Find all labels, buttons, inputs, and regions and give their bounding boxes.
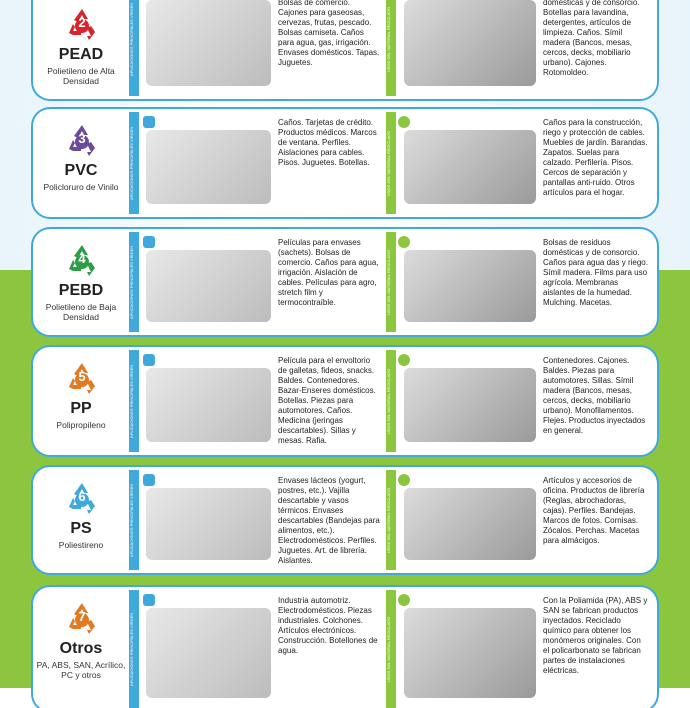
plastic-row-pvc <box>36 112 654 214</box>
recycled-icon <box>398 594 410 606</box>
resin-fullname: PA, ABS, SAN, Acrílico, PC y otros <box>36 660 126 680</box>
virgin-uses-text: Caños. Tarjetas de crédito. Productos médicos. Marcos de ventana. Perfiles. Aislaciones para cables. Pisos. Juguetes. Botellas. <box>278 118 377 167</box>
factory-icon <box>143 116 155 128</box>
recycled-products-photo <box>404 0 536 86</box>
virgin-tab: APLICACIONES PRINCIPALES VIRGEN <box>129 350 139 452</box>
resin-code <box>36 232 126 332</box>
recycle-icon <box>64 122 100 158</box>
resin-number: 5 <box>78 369 86 384</box>
recycled-uses-text: Bolsas de residuos domésticas y de consorcio. Caños para agua das y riego. Símil madera. Films para uso agrícola. Membranas aislantes de la humedad. Mulching. Macetas. <box>543 238 648 307</box>
resin-number: 4 <box>78 251 86 266</box>
virgin-products-photo <box>146 250 271 322</box>
factory-icon <box>143 354 155 366</box>
resin-fullname: Poliestireno <box>58 540 104 550</box>
resin-number: 3 <box>78 131 86 146</box>
resin-fullname: Polipropileno <box>56 420 106 430</box>
recycled-uses-text: domésticas y de consorcio. Botellas para lavandina, detergentes, artículos de limpieza. Caños. Símil madera (Bancos, mesas, cercos, decks, mobiliario urbano). Cajones. Rotomoldeo. <box>543 0 640 77</box>
virgin-uses-text: Película para el envoltorio de galletas, fideos, snacks. Baldes. Contenedores. Bazar-Enseres domésticos. Botellas. Piezas para automotores. Caños. Medicina (jeringas descartables). Sillas y mesas. Rafia. <box>278 356 376 445</box>
recycled-uses-text: Con la Poliamida (PA), ABS y SAN se fabrican productos inyectados. Reciclado químico para obtener los monómeros originales. Con el policarbonato se fabrican partes de instalaciones eléctricas. <box>543 596 648 675</box>
virgin-uses-text: Industria automotriz. Electrodomésticos. Piezas industriales. Colchones. Artículos electrónicos. Construcción. Botellones de agua. <box>278 596 378 655</box>
virgin-uses-text: Envases lácteos (yogurt, postres, etc.). Vajilla descartable y vasos térmicos. Envases descartables (Bandejas para alimentos, etc.). Electrodomésticos. Perfiles. Juguetes. Art. de librería. Aislantes. <box>278 476 380 565</box>
recycled-icon <box>398 354 410 366</box>
factory-icon <box>143 236 155 248</box>
plastic-row-ps <box>36 470 654 570</box>
virgin-uses-text: Películas para envases (sachets). Bolsas de comercio. Caños para agua, irrigación. Aislación de cables. Películas para agro, stretch film y termocontraíble. <box>278 238 379 307</box>
recycled-tab: USOS DEL MATERIAL RECICLADO <box>386 232 396 332</box>
resin-number: 7 <box>78 609 86 624</box>
recycled-tab: USOS DEL MATERIAL RECICLADO <box>386 0 396 96</box>
plastic-row-pebd <box>36 232 654 332</box>
virgin-products-photo <box>146 368 271 442</box>
resin-abbr: PP <box>70 400 92 417</box>
plastic-row-otros <box>36 590 654 708</box>
resin-fullname: Polietileno de Baja Densidad <box>45 302 117 322</box>
factory-icon <box>143 474 155 486</box>
virgin-tab: APLICACIONES PRINCIPALES VIRGEN <box>129 590 139 708</box>
recycled-uses-text: Caños para la construcción, riego y protección de cables. Muebles de jardín. Barandas. Zapatos. Suelas para calzado. Perfilería. Pisos. Cercos de separación y pantallas anti-ruido. Otros artículos para el hogar. <box>543 118 648 197</box>
virgin-tab: APLICACIONES PRINCIPALES VIRGEN <box>129 112 139 214</box>
recycled-products-photo <box>404 250 536 322</box>
resin-code <box>36 350 126 452</box>
recycle-icon <box>64 480 100 516</box>
recycled-products-photo <box>404 608 536 698</box>
resin-abbr: PS <box>70 520 92 537</box>
resin-abbr: PEAD <box>58 46 104 63</box>
recycle-icon <box>64 242 100 278</box>
virgin-uses-text: Bolsas de comercio. Cajones para gaseosas, cervezas, frutas, pescado. Bolsas camiseta. Caños para agua, gas, irrigación. Envases domésticos. Tapas. Juguetes. <box>278 0 380 67</box>
recycle-icon <box>64 6 100 42</box>
recycled-tab: USOS DEL MATERIAL RECICLADO <box>386 470 396 570</box>
plastic-row-pead <box>36 0 654 96</box>
resin-code <box>36 112 126 214</box>
resin-fullname: Polietileno de Alta Densidad <box>47 66 115 86</box>
plastic-row-pp <box>36 350 654 452</box>
recycle-icon <box>64 600 100 636</box>
recycle-icon <box>64 360 100 396</box>
virgin-tab: APLICACIONES PRINCIPALES VIRGEN <box>129 232 139 332</box>
virgin-products-photo <box>146 130 271 204</box>
virgin-products-photo <box>146 608 271 698</box>
recycled-products-photo <box>404 130 536 204</box>
recycled-uses-text: Artículos y accesorios de oficina. Productos de librería (Reglas, abrochadoras, cajas). Perfiles. Bandejas. Marcos de fotos. Cornisas. Zócalos. Perchas. Macetas para almácigos. <box>543 476 645 545</box>
recycled-tab: USOS DEL MATERIAL RECICLADO <box>386 350 396 452</box>
recycled-icon <box>398 116 410 128</box>
virgin-products-photo <box>146 0 271 86</box>
recycled-icon <box>398 474 410 486</box>
resin-code <box>36 0 126 96</box>
resin-abbr: Otros <box>59 640 103 657</box>
virgin-products-photo <box>146 488 271 560</box>
factory-icon <box>143 594 155 606</box>
virgin-tab: APLICACIONES PRINCIPALES VIRGEN <box>129 470 139 570</box>
resin-abbr: PEBD <box>58 282 104 299</box>
recycled-products-photo <box>404 488 536 560</box>
resin-number: 2 <box>78 15 86 30</box>
virgin-tab: APLICACIONES PRINCIPALES VIRGEN <box>129 0 139 96</box>
recycled-tab: USOS DEL MATERIAL RECICLADO <box>386 112 396 214</box>
recycled-products-photo <box>404 368 536 442</box>
resin-number: 6 <box>78 489 86 504</box>
resin-fullname: Policloruro de Vinilo <box>43 182 119 192</box>
resin-code <box>36 470 126 570</box>
recycled-uses-text: Contenedores. Cajones. Baldes. Piezas para automotores. Sillas. Símil madera (Bancos, mesas, cercos, decks, mobiliario urbano). Monofilamentos. Flejes. Productos inyectados en general. <box>543 356 646 435</box>
recycled-icon <box>398 236 410 248</box>
recycled-tab: USOS DEL MATERIAL RECICLADO <box>386 590 396 708</box>
resin-code <box>36 590 126 708</box>
resin-abbr: PVC <box>64 162 98 179</box>
